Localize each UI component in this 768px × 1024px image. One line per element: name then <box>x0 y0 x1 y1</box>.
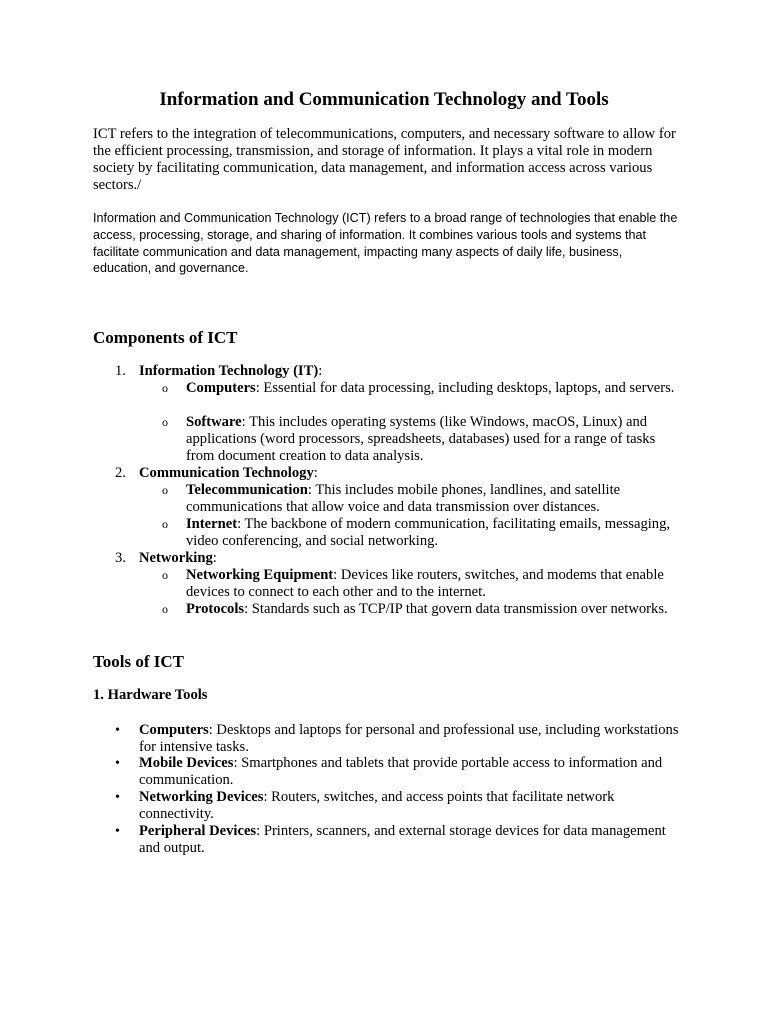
component-label: Communication Technology <box>139 465 314 481</box>
subitem-internet <box>186 516 686 550</box>
sub-bullet-icon: o <box>162 568 168 582</box>
subitem-label: Computers <box>186 380 256 396</box>
component-label: Networking <box>139 550 213 566</box>
hardware-tools-subheading: 1. Hardware Tools <box>93 687 208 703</box>
component-item-it <box>139 363 699 380</box>
intro-paragraph-1: ICT refers to the integration of telecommunications, computers, and necessary software to allow for the efficient processing, transmission, and storage of information. It plays a vital role in modern society by facilitating communication, data management, and information access across various sectors./ <box>93 126 676 193</box>
subitem-telecommunication <box>186 482 686 516</box>
tool-item-peripheral-devices <box>139 823 684 857</box>
subitem-protocols <box>186 601 686 618</box>
component-number: 1. <box>115 363 126 379</box>
subitem-networking-equipment <box>186 567 686 601</box>
components-heading: Components of ICT <box>93 328 238 347</box>
component-number: 3. <box>115 550 126 566</box>
subitem-label: Networking Equipment <box>186 567 334 583</box>
component-number: 2. <box>115 465 126 481</box>
tool-text: : Printers, scanners, and external storage devices for data management and output. <box>139 823 666 856</box>
component-suffix: : <box>212 550 217 566</box>
subitem-text: : This includes mobile phones, landlines, and satellite communications that allow voice and data transmission over distances. <box>186 482 621 515</box>
tool-item-computers <box>139 722 684 756</box>
sub-bullet-icon: o <box>162 415 168 429</box>
tool-item-mobile-devices <box>139 755 684 789</box>
document-title: Information and Communication Technology and Tools <box>159 89 609 110</box>
subitem-text: : Devices like routers, switches, and modems that enable devices to connect to each other and to the internet. <box>186 567 664 600</box>
subitem-label: Internet <box>186 516 238 532</box>
tool-text: : Desktops and laptops for personal and professional use, including workstations for intensive tasks. <box>139 722 679 755</box>
sub-bullet-icon: o <box>162 381 168 395</box>
subitem-computers <box>186 380 686 397</box>
tool-item-networking-devices <box>139 789 684 823</box>
sub-bullet-icon: o <box>162 602 168 616</box>
component-item-networking <box>139 550 699 567</box>
component-label: Information Technology (IT) <box>139 363 319 379</box>
tool-label: Peripheral Devices <box>139 823 257 839</box>
intro-paragraph-2: Information and Communication Technology (ICT) refers to a broad range of technologies that enable the access, processing, storage, and sharing of information. It combines various tools and systems that facilitate communication and data management, impacting many aspects of daily life, business, education, and governance. <box>93 211 678 276</box>
subitem-label: Telecommunication <box>186 482 308 498</box>
subitem-software <box>186 414 686 465</box>
bullet-icon: • <box>115 824 120 839</box>
tool-label: Networking Devices <box>139 789 264 805</box>
tool-text: : Routers, switches, and access points that facilitate network connectivity. <box>139 789 615 822</box>
subitem-text: : Standards such as TCP/IP that govern data transmission over networks. <box>244 601 668 617</box>
subitem-label: Software <box>186 414 242 430</box>
subitem-label: Protocols <box>186 601 245 617</box>
tool-label: Mobile Devices <box>139 755 234 771</box>
subitem-text: : Essential for data processing, including desktops, laptops, and servers. <box>255 380 675 396</box>
subitem-text: : This includes operating systems (like Windows, macOS, Linux) and applications (word processors, spreadsheets, databases) used for a range of tasks from document creation to data analysis. <box>186 414 656 464</box>
bullet-icon: • <box>115 723 120 738</box>
tool-text: : Smartphones and tablets that provide portable access to information and communication. <box>139 755 663 788</box>
component-item-communication <box>139 465 699 482</box>
tool-label: Computers <box>139 722 209 738</box>
sub-bullet-icon: o <box>162 517 168 531</box>
component-suffix: : <box>318 363 323 379</box>
bullet-icon: • <box>115 756 120 771</box>
subitem-text: : The backbone of modern communication, facilitating emails, messaging, video conferencing, and social networking. <box>186 516 671 549</box>
tools-heading: Tools of ICT <box>93 652 185 671</box>
sub-bullet-icon: o <box>162 483 168 497</box>
component-suffix: : <box>313 465 318 481</box>
bullet-icon: • <box>115 790 120 805</box>
